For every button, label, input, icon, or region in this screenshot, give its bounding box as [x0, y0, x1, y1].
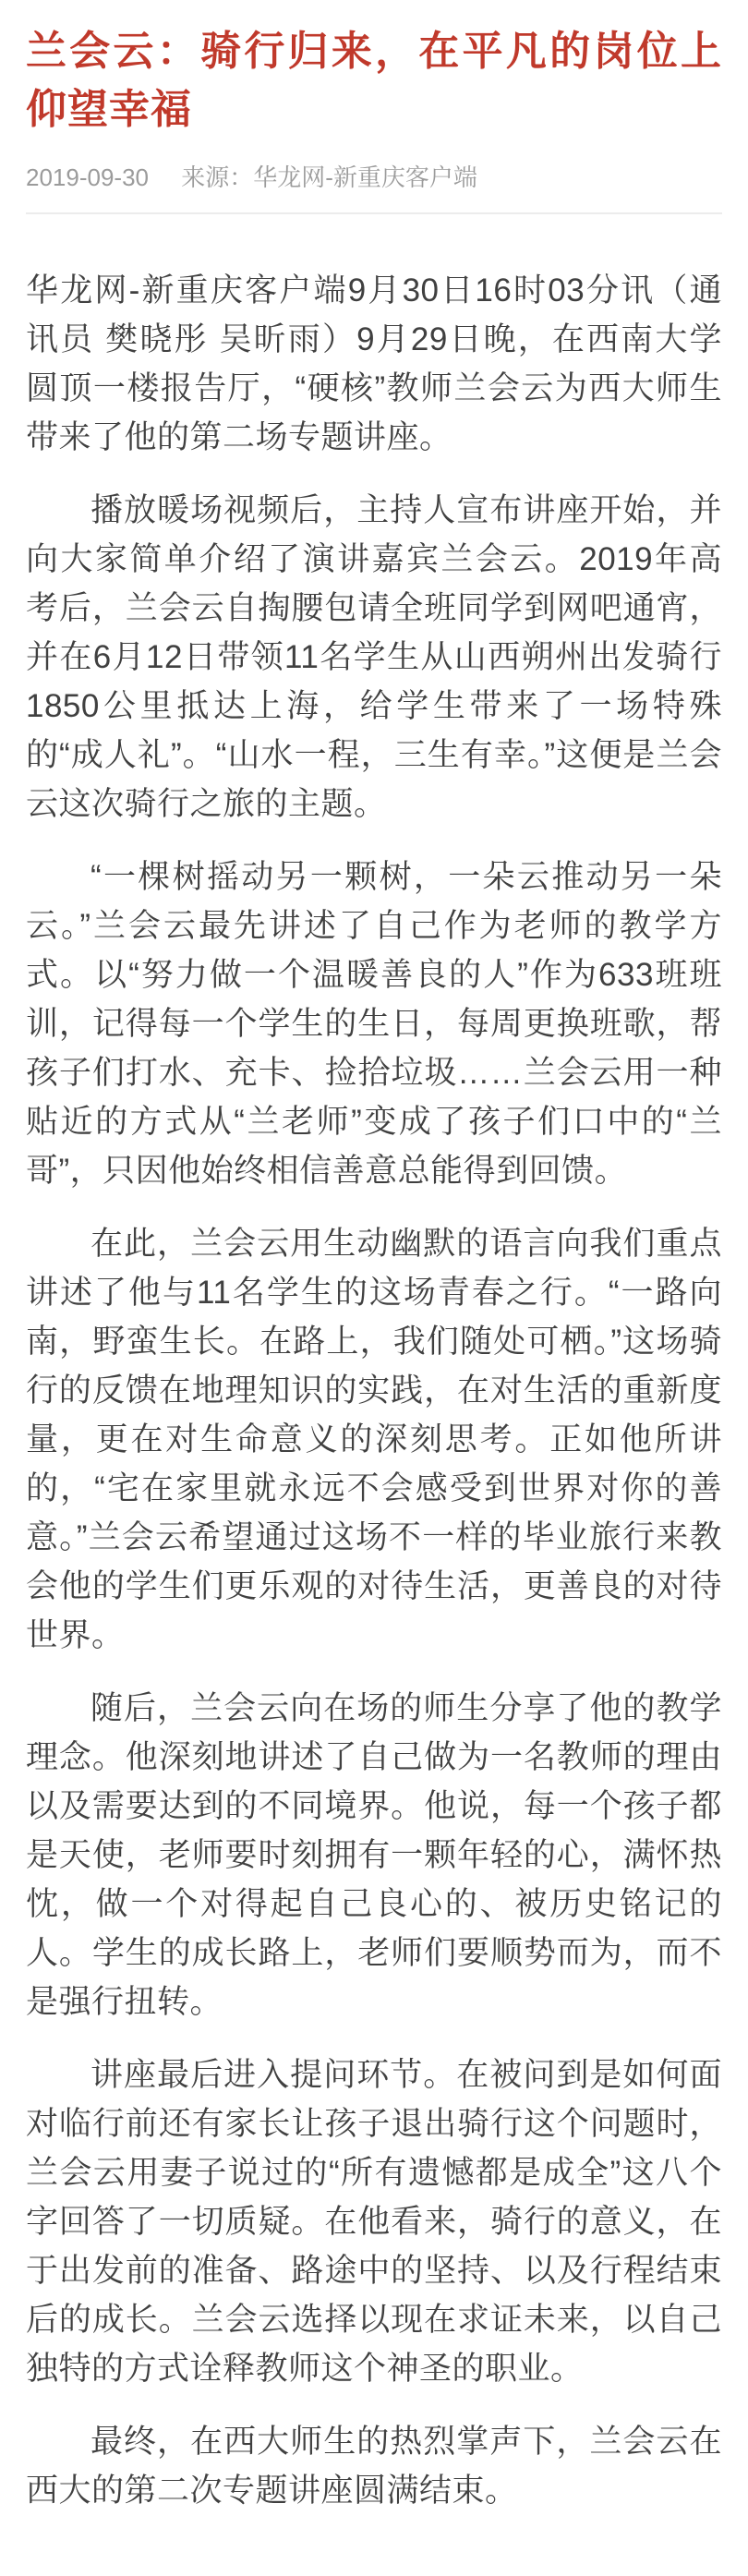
article-title: 兰会云：骑行归来，在平凡的岗位上仰望幸福 [26, 29, 722, 132]
divider [26, 212, 722, 214]
article-paragraph: 播放暖场视频后，主持人宣布讲座开始，并向大家简单介绍了演讲嘉宾兰会云。2019年高考后，兰会云自掏腰包请全班同学到网吧通宵，并在6月12日带领11名学生从山西朔州出发骑行1850公里抵达上海，给学生带来了一场特殊的“成人礼”。“山水一程，三生有幸。”这便是兰会云这次骑行之旅的主题。 [26, 492, 722, 822]
article-paragraph: 讲座最后进入提问环节。在被问到是如何面对临行前还有家长让孩子退出骑行这个问题时，兰会云用妻子说过的“所有遗憾都是成全”这八个字回答了一切质疑。在他看来，骑行的意义，在于出发前的准备、路途中的坚持、以及行程结束后的成长。兰会云选择以现在求证未来，以自己独特的方式诠释教师这个神圣的职业。 [26, 2057, 722, 2387]
article-source: 来源：华龙网-新重庆客户端 [181, 163, 477, 191]
article-paragraph: 在此，兰会云用生动幽默的语言向我们重点讲述了他与11名学生的这场青春之行。“一路向南，野蛮生长。在路上，我们随处可栖。”这场骑行的反馈在地理知识的实践，在对生活的重新度量，更在对生命意义的深刻思考。正如他所讲的，“宅在家里就永远不会感受到世界对你的善意。”兰会云希望通过这场不一样的毕业旅行来教会他的学生们更乐观的对待生活，更善良的对待世界。 [26, 1226, 722, 1653]
article-paragraph: 华龙网-新重庆客户端9月30日16时03分讯（通讯员 樊晓彤 吴昕雨）9月29日晚，在西南大学圆顶一楼报告厅，“硬核”教师兰会云为西大师生带来了他的第二场专题讲座。 [26, 272, 722, 455]
article-body [26, 266, 722, 2515]
article-paragraph: 最终，在西大师生的热烈掌声下，兰会云在西大的第二次专题讲座圆满结束。 [26, 2424, 722, 2509]
article-paragraph: “一棵树摇动另一颗树，一朵云推动另一朵云。”兰会云最先讲述了自己作为老师的教学方式。以“努力做一个温暖善良的人”作为633班班训，记得每一个学生的生日，每周更换班歌，帮孩子们打水、充卡、捡拾垃圾……兰会云用一种贴近的方式从“兰老师”变成了孩子们口中的“兰哥”，只因他始终相信善意总能得到回馈。 [26, 859, 722, 1189]
publish-date: 2019-09-30 [26, 163, 149, 191]
article-meta [26, 161, 722, 194]
article-paragraph: 随后，兰会云向在场的师生分享了他的教学理念。他深刻地讲述了自己做为一名教师的理由以及需要达到的不同境界。他说，每一个孩子都是天使，老师要时刻拥有一颗年轻的心，满怀热忱，做一个对得起自己良心的、被历史铭记的人。学生的成长路上，老师们要顺势而为，而不是强行扭转。 [26, 1690, 722, 2020]
